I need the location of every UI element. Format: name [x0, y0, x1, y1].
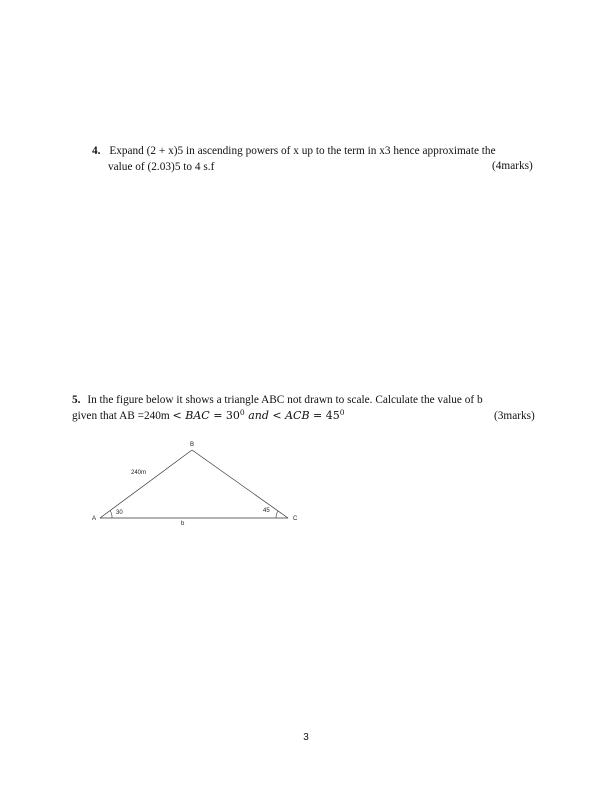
- question-5-line-2: [72, 409, 345, 423]
- side-ac-label: b: [181, 521, 185, 527]
- angle-c-arc: [276, 511, 278, 518]
- degree-2: 0: [339, 408, 345, 417]
- side-ab: [100, 450, 192, 518]
- question-4-marks: (4marks): [492, 160, 533, 172]
- vertex-c-label: C: [293, 516, 298, 522]
- equals-2: =: [313, 409, 323, 422]
- vertex-a-label: A: [92, 516, 97, 522]
- page-number: 3: [303, 732, 309, 743]
- angle-acb: ACB: [285, 409, 310, 422]
- lt-symbol-1: <: [172, 409, 182, 422]
- triangle-abc-figure: [80, 436, 310, 540]
- question-5-line-1: [72, 393, 483, 407]
- and-word: and: [248, 409, 269, 422]
- question-4-number: 4.: [92, 145, 101, 157]
- angle-a-label: 30: [116, 510, 123, 516]
- vertex-b-label: B: [190, 442, 195, 448]
- degree-1: 0: [239, 408, 245, 417]
- equals-1: =: [213, 409, 223, 422]
- question-4-text: Expand (2 + x)5 in ascending powers of x up to the term in x3 hence approximate the: [109, 145, 496, 157]
- angle-bac-value: 30: [225, 409, 240, 422]
- question-5-marks: (3marks): [494, 410, 535, 422]
- question-5-text: In the figure below it shows a triangle ABC not drawn to scale. Calculate the value of b: [87, 394, 483, 406]
- lt-symbol-2: <: [272, 409, 282, 422]
- question-5-number: 5.: [72, 394, 81, 406]
- angle-acb-value: 45: [325, 409, 340, 422]
- question-5-math: [173, 409, 345, 422]
- angle-a-arc: [110, 511, 112, 519]
- angle-bac: BAC: [185, 409, 210, 422]
- question-4-line-2: value of (2.03)5 to 4 s.f: [108, 161, 215, 173]
- angle-c-label: 45: [263, 508, 270, 514]
- question-4-line-1: [92, 144, 496, 158]
- side-ab-label: 240m: [131, 470, 147, 476]
- side-bc: [192, 450, 288, 518]
- question-5-given: given that AB =240m: [72, 410, 170, 422]
